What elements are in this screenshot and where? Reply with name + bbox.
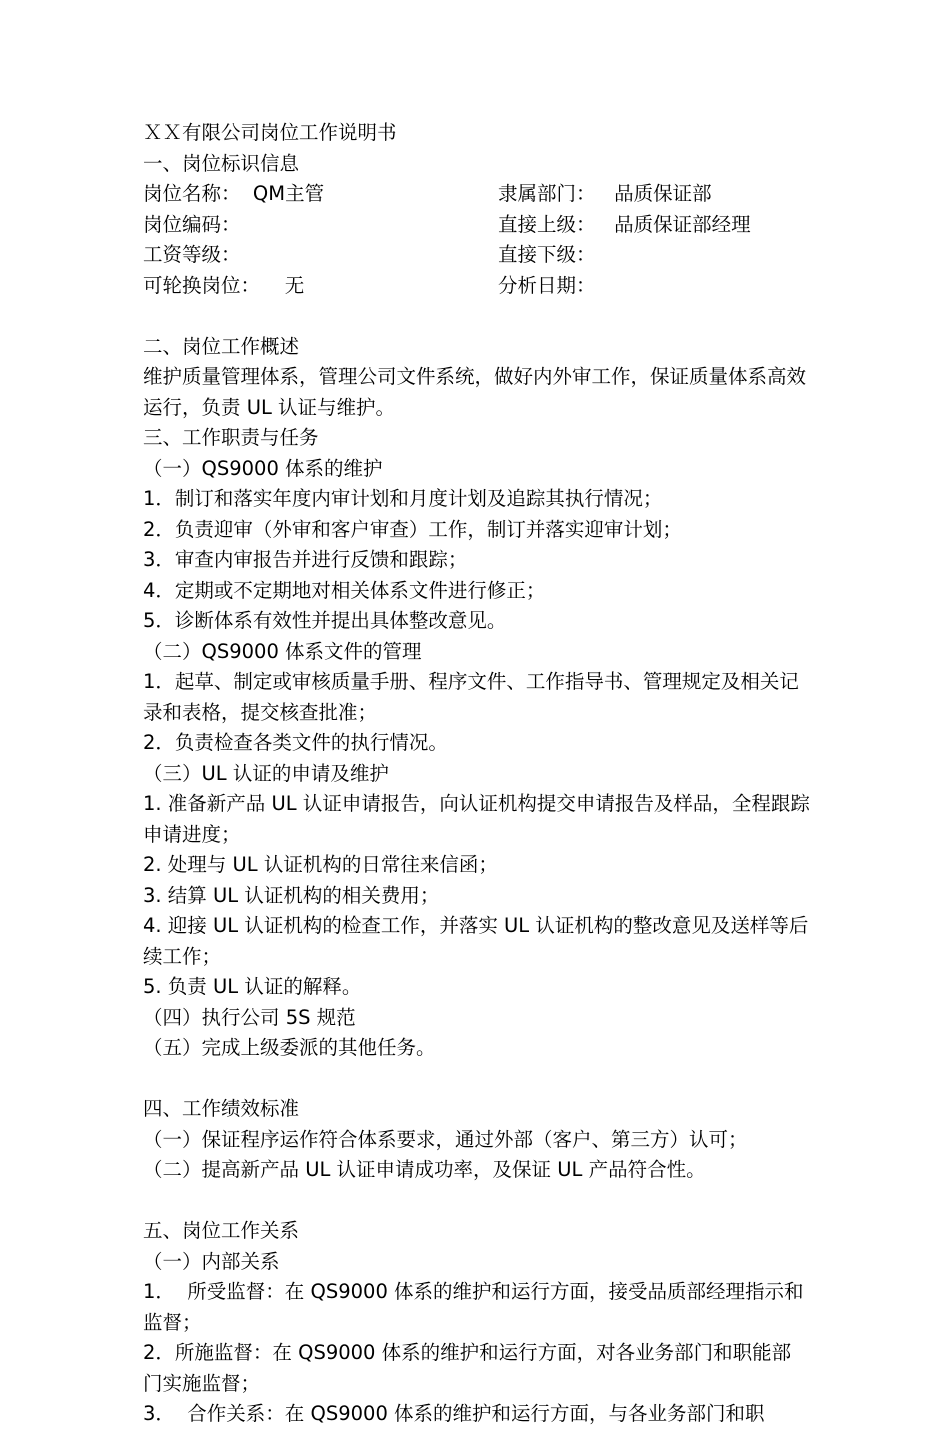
field-analysis-date: 分析日期： <box>498 273 596 297</box>
identification-row <box>143 240 810 271</box>
section-3-group-3-item: 5. 负责 UL 认证的解释。 <box>143 975 362 998</box>
section-3-group-5-subheading: （五）完成上级委派的其他任务。 <box>143 1036 436 1059</box>
spacer <box>143 1064 810 1095</box>
document-title: ＸＸ有限公司岗位工作说明书 <box>143 121 397 144</box>
section-5-subheading: （一）内部关系 <box>143 1249 280 1273</box>
section-3-group-1-item: 5．诊断体系有效性并提出具体整改意见。 <box>143 609 507 632</box>
section-5-item: 3． 合作关系：在 QS9000 体系的维护和运行方面，与各业务部门和职 <box>143 1402 765 1425</box>
field-rotatable-post: 可轮换岗位： 无 <box>143 273 305 297</box>
section-3-group-4-subheading: （四）执行公司 5S 规范 <box>143 1005 356 1029</box>
section-2-heading: 二、岗位工作概述 <box>143 334 300 358</box>
section-5-heading: 五、岗位工作关系 <box>143 1219 300 1242</box>
identification-row <box>143 210 810 241</box>
section-3-group-1-item: 2．负责迎审（外审和客户审查）工作，制订并落实迎审计划； <box>143 517 682 541</box>
section-3-group-3-subheading: （三）UL 认证的申请及维护 <box>143 761 389 785</box>
section-3-group-2-item: 1．起草、制定或审核质量手册、程序文件、工作指导书、管理规定及相关记录和表格，提交核查批准； <box>143 670 799 724</box>
section-4-heading: 四、工作绩效标准 <box>143 1097 300 1120</box>
section-3-group-2-subheading: （二）QS9000 体系文件的管理 <box>143 639 422 663</box>
identification-row <box>143 271 810 302</box>
section-3-group-1-item: 3．审查内审报告并进行反馈和跟踪； <box>143 548 468 571</box>
section-3-heading: 三、工作职责与任务 <box>143 426 319 449</box>
field-direct-subordinate: 直接下级： <box>498 243 596 266</box>
section-1-heading: 一、岗位标识信息 <box>143 151 300 175</box>
section-4-item: （一）保证程序运作符合体系要求，通过外部（客户、第三方）认可； <box>143 1127 748 1151</box>
section-3-group-1-item: 4．定期或不定期地对相关体系文件进行修正； <box>143 578 546 602</box>
field-job-code: 岗位编码： <box>143 212 241 236</box>
field-direct-superior: 直接上级： 品质保证部经理 <box>498 212 751 236</box>
field-job-title: 岗位名称： QM主管 <box>143 182 325 205</box>
section-3-group-1-subheading: （一）QS9000 体系的维护 <box>143 456 383 480</box>
section-4-item: （二）提高新产品 UL 认证申请成功率，及保证 UL 产品符合性。 <box>143 1158 706 1181</box>
section-3-group-3-item: 1. 准备新产品 UL 认证申请报告，向认证机构提交申请报告及样品，全程跟踪申请进度； <box>143 792 810 846</box>
identification-row <box>143 179 810 210</box>
spacer <box>143 301 810 332</box>
document-body <box>143 118 810 1430</box>
spacer <box>143 1186 810 1217</box>
field-department: 隶属部门： 品质保证部 <box>498 182 712 205</box>
section-5-item: 1． 所受监督：在 QS9000 体系的维护和运行方面，接受品质部经理指示和监督； <box>143 1280 804 1334</box>
section-3-group-1-item: 1．制订和落实年度内审计划和月度计划及追踪其执行情况； <box>143 487 663 510</box>
section-3-group-3-item: 4. 迎接 UL 认证机构的检查工作，并落实 UL 认证机构的整改意见及送样等后续工作； <box>143 914 809 968</box>
section-3-group-3-item: 3. 结算 UL 认证机构的相关费用； <box>143 883 440 907</box>
section-2-paragraph: 维护质量管理体系，管理公司文件系统，做好内外审工作，保证质量体系高效运行，负责 UL 认证与维护。 <box>143 365 807 419</box>
section-5-item: 2．所施监督：在 QS9000 体系的维护和运行方面，对各业务部门和职能部门实施监督； <box>143 1341 792 1395</box>
section-3-group-3-item: 2. 处理与 UL 认证机构的日常往来信函； <box>143 853 498 876</box>
field-salary-grade: 工资等级： <box>143 243 241 266</box>
section-3-group-2-item: 2．负责检查各类文件的执行情况。 <box>143 731 448 754</box>
